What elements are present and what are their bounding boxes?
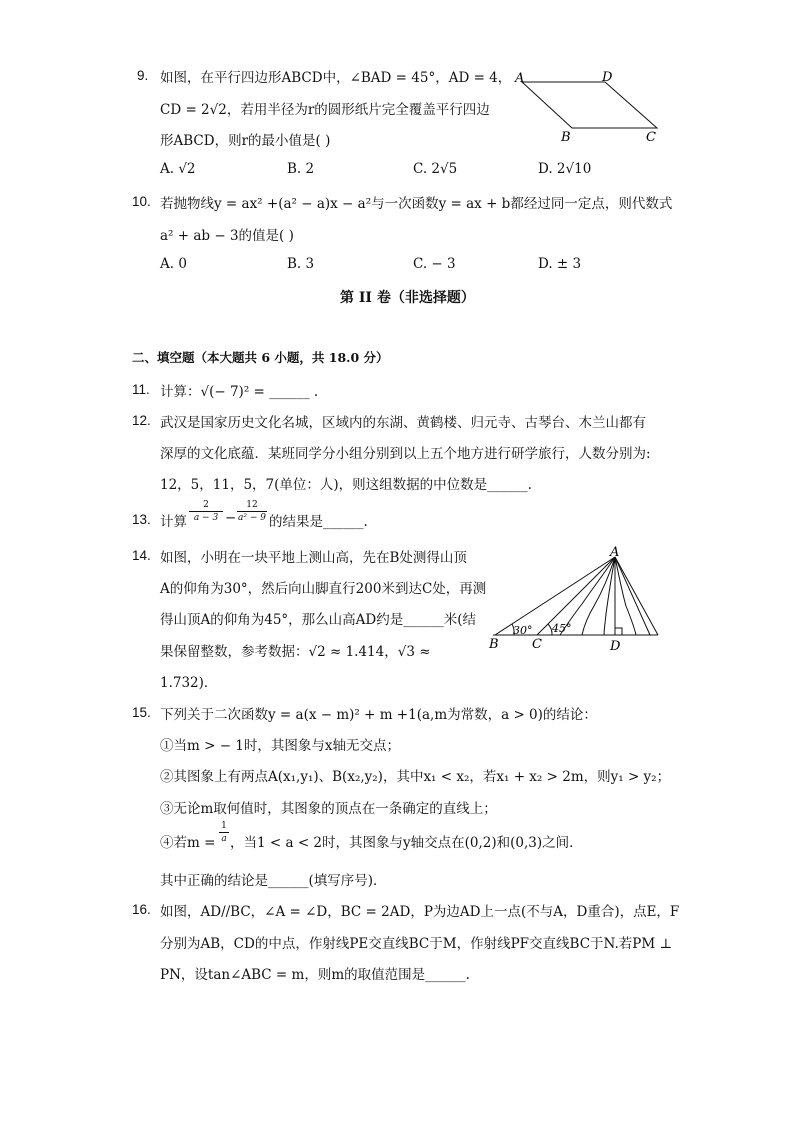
figure-label: B	[561, 130, 571, 145]
option-c: C. 2√5	[413, 161, 458, 177]
question-text-line: 形ABCD，则r的最小值是( )	[160, 133, 331, 149]
conclusion-line: 其中正确的结论是______(填写序号)．	[160, 873, 387, 889]
option-a: A. 0	[160, 256, 187, 272]
angle-label: 45°	[552, 622, 572, 635]
option-c: C. − 3	[413, 256, 456, 272]
statement-2: ②其图象上有两点A(x₁,y₁)、B(x₂,y₂)，其中x₁ < x₂，若x₁ + x₂ > 2m，则y₁ > y₂；	[160, 769, 671, 785]
fraction-numerator: 2	[189, 500, 223, 512]
question-text-line: CD = 2√2，若用半径为r的圆形纸片完全覆盖平行四边	[160, 102, 490, 118]
fraction-numerator: 12	[237, 500, 267, 512]
parallelogram-figure	[505, 66, 675, 146]
statement-4-prefix: ④若m =	[160, 835, 216, 851]
question-text-line: 如图，小明在一块平地上测山高，先在B处测得山顶	[160, 550, 467, 566]
option-d: D. ± 3	[538, 256, 582, 272]
mountain-figure	[484, 544, 674, 654]
part-2-title: 第 II 卷（非选择题）	[340, 290, 475, 306]
question-text-line: 深厚的文化底蕴．某班同学分小组分别到以上五个地方进行研学旅行，人数分别为:	[160, 446, 651, 462]
option-b: B. 3	[287, 256, 315, 272]
question-number: 10.	[132, 194, 151, 209]
question-number: 15.	[132, 705, 151, 720]
question-text-line: 若抛物线y = ax² +(a² − a)x − a²与一次函数y = ax + b都经过同一定点，则代数式	[160, 196, 673, 212]
figure-label: A	[610, 545, 620, 560]
question-text-line: 计算：√(− 7)² = ______ .	[160, 384, 319, 400]
question-text-line: a² + ab − 3的值是( )	[160, 228, 294, 244]
figure-label: A	[515, 71, 525, 86]
question-number: 13.	[132, 512, 151, 527]
question-text: 的结果是______.	[269, 514, 368, 530]
option-d: D. 2√10	[538, 161, 592, 177]
statement-4-suffix: ，当1 < a < 2时，其图象与y轴交点在(0,2)和(0,3)之间．	[230, 835, 583, 851]
question-text-line: 如图，AD//BC，∠A = ∠D，BC = 2AD，P为边AD上一点(不与A，D重合)，点E，F	[160, 904, 680, 920]
fraction-numerator: 1	[219, 821, 229, 833]
figure-label: D	[602, 70, 613, 85]
statement-1: ①当m > − 1时，其图象与x轴无交点；	[160, 738, 401, 754]
question-text-line: 如图，在平行四边形ABCD中，∠BAD = 45°，AD = 4，	[160, 70, 512, 86]
question-text-line: 得山顶A的仰角为45°，那么山高AD约是______米(结	[160, 612, 477, 628]
question-text-line: 分别为AB，CD的中点，作射线PE交直线BC于M，作射线PF交直线BC于N.若PM ⊥	[160, 936, 673, 952]
statement-3: ③无论m取何值时，其图象的顶点在一条确定的直线上；	[160, 801, 497, 817]
minus-sign: −	[225, 510, 237, 526]
question-text-line: 1.732)．	[160, 675, 218, 691]
figure-label: D	[610, 639, 621, 654]
section-2-heading: 二、填空题（本大题共 6 小题，共 18.0 分）	[132, 350, 389, 365]
question-text-line: PN，设tan∠ABC = m，则m的取值范围是______.	[160, 967, 470, 983]
figure-label: B	[489, 637, 499, 652]
question-number: 14.	[132, 548, 151, 563]
question-text-line: 12，5，11，5，7(单位：人)，则这组数据的中位数是______.	[160, 477, 532, 493]
fraction-denominator: a − 3	[193, 513, 219, 523]
option-a: A. √2	[160, 161, 196, 177]
figure-label: C	[532, 637, 542, 652]
question-number: 16.	[132, 902, 151, 917]
angle-label: 30°	[513, 624, 533, 637]
option-b: B. 2	[287, 161, 315, 177]
question-number: 11.	[132, 382, 150, 397]
question-text-line: A的仰角为30°，然后向山脚直行200米到达C处，再测	[160, 581, 487, 597]
question-text-line: 果保留整数，参考数据：√2 ≈ 1.414，√3 ≈	[160, 644, 431, 660]
question-number: 12.	[132, 413, 151, 428]
fraction-denominator: a	[221, 834, 227, 844]
question-number: 9.	[137, 68, 149, 83]
question-text: 计算	[160, 514, 187, 530]
question-text-line: 下列关于二次函数y = a(x − m)² + m +1(a,m为常数，a > 0)的结论：	[160, 707, 597, 723]
question-text-line: 武汉是国家历史文化名城，区域内的东湖、黄鹤楼、归元寺、古琴台、木兰山都有	[160, 415, 646, 431]
fraction-denominator: a² − 9	[238, 513, 266, 523]
figure-label: C	[646, 130, 656, 145]
